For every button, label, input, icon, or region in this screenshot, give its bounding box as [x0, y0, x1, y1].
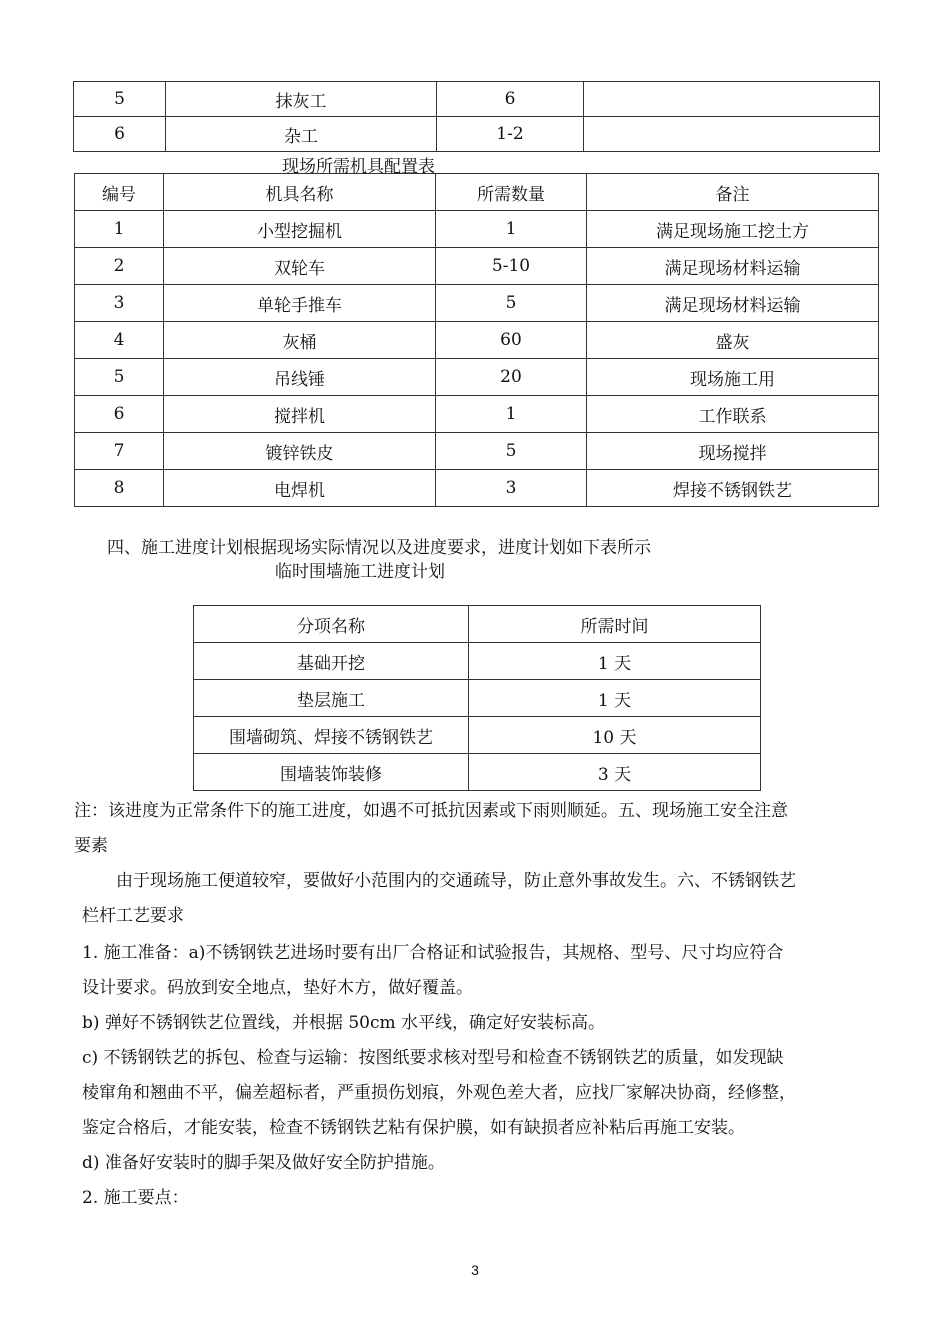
header-cell: 编号	[75, 174, 164, 211]
table-cell: 2	[75, 248, 164, 285]
table-cell: 1-2	[437, 117, 584, 152]
table-cell: 3	[75, 285, 164, 322]
table-cell: 电焊机	[164, 470, 436, 507]
table-row	[75, 322, 879, 359]
table-cell: 3 天	[469, 754, 761, 791]
table-row	[75, 359, 879, 396]
table-cell: 10 天	[469, 717, 761, 754]
table-cell: 1	[75, 211, 164, 248]
table-row	[194, 643, 761, 680]
note-line: 要素	[74, 836, 108, 856]
table-cell: 现场搅拌	[587, 433, 879, 470]
prep-item	[74, 936, 880, 1216]
table-cell: 垫层施工	[194, 680, 469, 717]
table-cell: 5	[436, 433, 587, 470]
equipment-table	[74, 173, 879, 507]
header-cell: 所需时间	[469, 606, 761, 643]
table-cell: 1	[436, 211, 587, 248]
table-row	[194, 680, 761, 717]
table-cell: 抹灰工	[166, 82, 437, 117]
table-cell: 5	[74, 82, 166, 117]
schedule-table-title: 临时围墙施工进度计划	[275, 562, 445, 582]
table-cell: 5	[75, 359, 164, 396]
table-cell: 吊线锤	[164, 359, 436, 396]
equipment-table-title: 现场所需机具配置表	[282, 157, 435, 177]
table-cell: 焊接不锈钢铁艺	[587, 470, 879, 507]
item-line: 棱窜角和翘曲不平，偏差超标者，严重损伤划痕，外观色差大者，应找厂家解决协商，经修整，	[82, 1083, 796, 1103]
header-cell: 分项名称	[194, 606, 469, 643]
table-row	[74, 117, 880, 152]
table-cell: 基础开挖	[194, 643, 469, 680]
safety-paragraph	[74, 864, 880, 934]
labor-table	[73, 81, 880, 152]
table-cell: 满足现场材料运输	[587, 285, 879, 322]
page-number: 3	[471, 1262, 479, 1278]
table-cell	[584, 117, 880, 152]
item-line: c) 不锈钢铁艺的拆包、检查与运输：按图纸要求核对型号和检查不锈钢铁艺的质量，如发现缺	[82, 1048, 784, 1068]
table-row	[75, 211, 879, 248]
table-cell: 围墙装饰装修	[194, 754, 469, 791]
table-cell: 盛灰	[587, 322, 879, 359]
table-cell: 60	[436, 322, 587, 359]
table-cell: 满足现场施工挖土方	[587, 211, 879, 248]
table-cell: 1 天	[469, 643, 761, 680]
table-cell: 围墙砌筑、焊接不锈钢铁艺	[194, 717, 469, 754]
table-row	[75, 433, 879, 470]
table-row	[194, 717, 761, 754]
table-cell: 搅拌机	[164, 396, 436, 433]
table-cell: 1 天	[469, 680, 761, 717]
table-cell: 5-10	[436, 248, 587, 285]
table-cell: 4	[75, 322, 164, 359]
table-cell: 小型挖掘机	[164, 211, 436, 248]
table-row	[74, 82, 880, 117]
table-row	[194, 754, 761, 791]
header-cell: 备注	[587, 174, 879, 211]
table-cell: 现场施工用	[587, 359, 879, 396]
item-line: 1. 施工准备：a)不锈钢铁艺进场时要有出厂合格证和试验报告，其规格、型号、尺寸均应符合	[82, 943, 784, 963]
schedule-table	[193, 605, 761, 791]
table-cell: 6	[74, 117, 166, 152]
table-header-row	[75, 174, 879, 211]
table-cell: 灰桶	[164, 322, 436, 359]
table-cell: 工作联系	[587, 396, 879, 433]
table-row	[75, 248, 879, 285]
table-cell: 单轮手推车	[164, 285, 436, 322]
table-cell: 杂工	[166, 117, 437, 152]
table-cell	[584, 82, 880, 117]
item-line: b) 弹好不锈钢铁艺位置线，并根据 50cm 水平线，确定好安装标高。	[82, 1013, 605, 1033]
table-cell: 双轮车	[164, 248, 436, 285]
item-line: 鉴定合格后，才能安装，检查不锈钢铁艺粘有保护膜，如有缺损者应补粘后再施工安装。	[82, 1118, 745, 1138]
item-line: 设计要求。码放到安全地点，垫好木方，做好覆盖。	[82, 978, 473, 998]
item-line: d) 准备好安装时的脚手架及做好安全防护措施。	[82, 1153, 445, 1173]
table-cell: 镀锌铁皮	[164, 433, 436, 470]
safety-line: 栏杆工艺要求	[82, 906, 184, 926]
table-cell: 3	[436, 470, 587, 507]
table-cell: 5	[436, 285, 587, 322]
header-cell: 机具名称	[164, 174, 436, 211]
note-line: 注：该进度为正常条件下的施工进度，如遇不可抵抗因素或下雨则顺延。五、现场施工安全注意	[74, 801, 788, 821]
table-row	[75, 396, 879, 433]
header-cell: 所需数量	[436, 174, 587, 211]
table-cell: 8	[75, 470, 164, 507]
section4-heading: 四、施工进度计划根据现场实际情况以及进度要求，进度计划如下表所示	[107, 538, 651, 558]
item-line: 2. 施工要点：	[82, 1188, 189, 1208]
table-cell: 1	[436, 396, 587, 433]
table-row	[75, 285, 879, 322]
body-text	[74, 794, 880, 864]
table-cell: 6	[437, 82, 584, 117]
table-cell: 6	[75, 396, 164, 433]
table-cell: 满足现场材料运输	[587, 248, 879, 285]
table-cell: 7	[75, 433, 164, 470]
table-cell: 20	[436, 359, 587, 396]
safety-line: 由于现场施工便道较窄，要做好小范围内的交通疏导，防止意外事故发生。六、不锈钢铁艺	[116, 871, 796, 891]
table-header-row	[194, 606, 761, 643]
table-row	[75, 470, 879, 507]
